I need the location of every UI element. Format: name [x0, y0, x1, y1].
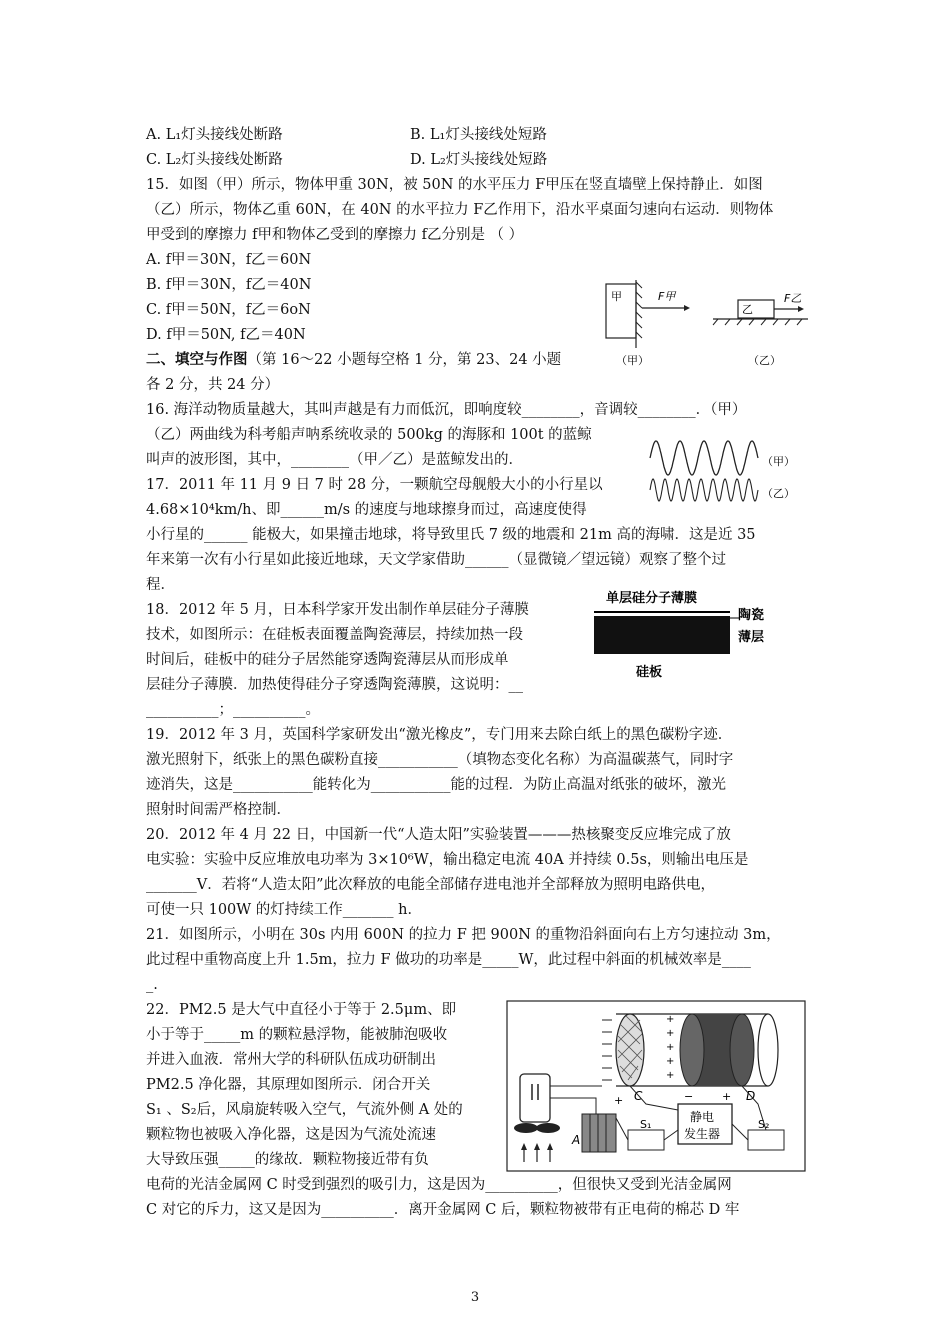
q18-line-4: 层硅分子薄膜．加热使得硅分子穿透陶瓷薄膜，这说明：__ [146, 677, 523, 693]
q17-line-5: 程． [146, 577, 175, 593]
q20-line-3: _______V．若将“人造太阳”此次释放的电能全部储存进电池并全部释放为照明电路供电， [146, 877, 716, 893]
section2-note: （第 16～22 小题每空格 1 分，第 23、24 小题 [247, 352, 562, 368]
q21-line-1: 21．如图所示，小明在 30s 内用 600N 的拉力 F 把 900N 的重物沿斜面向右上方匀速拉动 3m， [146, 927, 781, 943]
fan-blade-left [514, 1123, 538, 1133]
q21-line-3: _. [146, 977, 158, 993]
label-generator-1: 静电 [690, 1110, 715, 1124]
label-ceramic-2: 薄层 [738, 630, 765, 645]
q18-line-2: 技术，如图所示：在硅板表面覆盖陶瓷薄层，持续加热一段 [146, 627, 523, 643]
svg-text:+: + [666, 1056, 675, 1067]
q14-option-b: B. L₁灯头接线处短路 [410, 127, 547, 143]
label-mesh-c: C [634, 1089, 643, 1103]
page-number: 3 [470, 1290, 480, 1305]
q17-line-3: 小行星的______ 能极大，如果撞击地球，将导致里氏 7 级的地震和 21m 高的海啸．这是近 35 [146, 527, 756, 543]
q18-line-3: 时间后，硅板中的硅分子居然能穿透陶瓷薄层从而形成单 [146, 652, 509, 668]
q22-line-3: 并进入血液．常州大学的科研队伍成功研制出 [146, 1052, 436, 1068]
q19-line-1: 19．2012 年 3 月，英国科学家研发出“激光橡皮”，专门用来去除白纸上的黑色碳粉字迹． [146, 727, 733, 743]
q15-line-1: 15．如图（甲）所示，物体甲重 30N，被 50N 的水平压力 F甲压在竖直墙壁上保持静止．如图 [146, 177, 763, 193]
block-yi-label: 乙 [742, 303, 753, 316]
label-ceramic-1: 陶瓷 [738, 608, 765, 623]
switch-s1 [628, 1130, 664, 1150]
q21-line-2: 此过程中重物高度上升 1.5m，拉力 F 做功的功率是_____W，此过程中斜面的机械效率是____ [146, 952, 751, 968]
force-jia-label: F甲 [658, 290, 676, 303]
q14-option-d: D. L₂灯头接线处短路 [410, 152, 548, 168]
q16-line-3: 叫声的波形图，其中，________（甲／乙）是蓝鲸发出的． [146, 452, 523, 468]
q22-line-7: 大导致压强_____的缘故．颗粒物接近带有负 [146, 1152, 429, 1168]
q15-option-d: D. f甲＝50N, f乙＝40N [146, 327, 306, 343]
q17-line-2: 4.68×10⁴km/h、即______m/s 的速度与地球擦身而过，高速度使得 [146, 502, 587, 518]
q14-option-a: A. L₁灯头接线处断路 [146, 127, 283, 143]
waveform-yi-label: （乙） [762, 487, 795, 500]
svg-text:+: + [666, 1042, 675, 1053]
q15-force-figure [598, 278, 818, 370]
q15-option-c: C. f甲＝50N，f乙＝6oN [146, 302, 311, 318]
q17-line-1: 17．2011 年 11 月 9 日 7 时 28 分，一颗航空母舰般大小的小行星以 [146, 477, 603, 493]
label-silicon-plate: 硅板 [636, 665, 663, 680]
svg-text:+: + [666, 1014, 675, 1025]
svg-text:+: + [722, 1090, 732, 1103]
battery [582, 1114, 616, 1152]
pm25-purifier-figure [506, 1000, 806, 1172]
q17-line-4: 年来第一次有小行星如此接近地球，天文学家借助______（显微镜／望远镜）观察了整个过 [146, 552, 726, 568]
svg-text:+: + [666, 1070, 675, 1081]
section2-line-2: 各 2 分，共 24 分） [146, 377, 280, 393]
q20-line-1: 20．2012 年 4 月 22 日，中国新一代“人造太阳”实验装置———热核聚变反应堆完成了放 [146, 827, 731, 843]
q22-line-8: 电荷的光洁金属网 C 时受到强烈的吸引力，这是因为__________，但很快又受到光洁金属网 [146, 1177, 732, 1193]
waveform-jia-label: （甲） [762, 455, 795, 468]
q18-line-1: 18．2012 年 5 月，日本科学家开发出制作单层硅分子薄膜 [146, 602, 529, 618]
svg-text:−: − [684, 1090, 694, 1103]
q16-waveform-figure [648, 432, 808, 506]
q19-line-3: 迹消失，这是___________能转化为___________能的过程．为防止高温对纸张的破坏，激光 [146, 777, 726, 793]
waveform-jia [650, 441, 758, 475]
force-yi-label: F乙 [784, 292, 802, 305]
q22-line-6: 颗粒物也被吸入净化器，这是因为气流处流速 [146, 1127, 436, 1143]
fan-housing [520, 1074, 550, 1122]
q20-line-4: 可使一只 100W 的灯持续工作_______ h． [146, 902, 422, 918]
svg-text:+: + [666, 1028, 675, 1039]
section2-heading [146, 351, 561, 369]
q18-line-5: __________；__________。 [146, 702, 320, 718]
caption-yi: （乙） [748, 354, 781, 367]
label-point-a: A [572, 1133, 581, 1147]
metal-mesh-c [616, 1014, 644, 1086]
label-s1: S₁ [640, 1118, 652, 1131]
q22-line-9: C 对它的斥力，这又是因为__________．离开金属网 C 后，颗粒物被带有正电荷的棉芯 D 牢 [146, 1202, 740, 1218]
switch-s2 [748, 1130, 784, 1150]
block-jia-label: 甲 [611, 290, 622, 303]
caption-jia: （甲） [616, 354, 649, 367]
svg-text:+: + [614, 1094, 624, 1107]
label-generator-2: 发生器 [684, 1127, 721, 1141]
q22-line-2: 小于等于_____m 的颗粒悬浮物，能被肺泡吸收 [146, 1027, 448, 1043]
fan-blade-right [536, 1123, 560, 1133]
q16-line-2: （乙）两曲线为科考船声呐系统收录的 500kg 的海豚和 100t 的蓝鲸 [146, 427, 592, 443]
silicon-plate [594, 616, 730, 654]
q22-line-1: 22．PM2.5 是大气中直径小于等于 2.5μm、即 [146, 1002, 457, 1018]
waveform-yi [650, 479, 758, 501]
q22-line-4: PM2.5 净化器，其原理如图所示．闭合开关 [146, 1077, 431, 1093]
label-s2: S₂ [758, 1118, 770, 1131]
label-monolayer-film: 单层硅分子薄膜 [606, 591, 698, 606]
q14-option-c: C. L₂灯头接线处断路 [146, 152, 283, 168]
label-core-d: D [746, 1089, 756, 1103]
q19-line-2: 激光照射下，纸张上的黑色碳粉直接___________（填物态变化名称）为高温碳蒸气，同时字 [146, 752, 734, 768]
q22-line-5: S₁ 、S₂后，风扇旋转吸入空气，气流外侧 A 处的 [146, 1102, 463, 1118]
section2-title: 二、填空与作图 [146, 351, 248, 368]
q15-line-3: 甲受到的摩擦力 f甲和物体乙受到的摩擦力 f乙分别是 （ ） [146, 227, 524, 243]
q18-silicon-figure [588, 586, 798, 686]
q19-line-4: 照射时间需严格控制． [146, 802, 291, 818]
q15-line-2: （乙）所示，物体乙重 60N，在 40N 的水平拉力 F乙作用下，沿水平桌面匀速向右运动．则物体 [146, 202, 774, 218]
q20-line-2: 电实验：实验中反应堆放电功率为 3×10⁶W，输出稳定电流 40A 并持续 0.5s，则输出电压是 [146, 852, 749, 868]
q16-line-1: 16. 海洋动物质量越大，其叫声越是有力而低沉，即响度较________，音调较________．（甲） [146, 402, 747, 418]
q15-option-b: B. f甲＝30N，f乙＝40N [146, 277, 312, 293]
q15-option-a: A. f甲＝30N，f乙＝60N [146, 252, 312, 268]
